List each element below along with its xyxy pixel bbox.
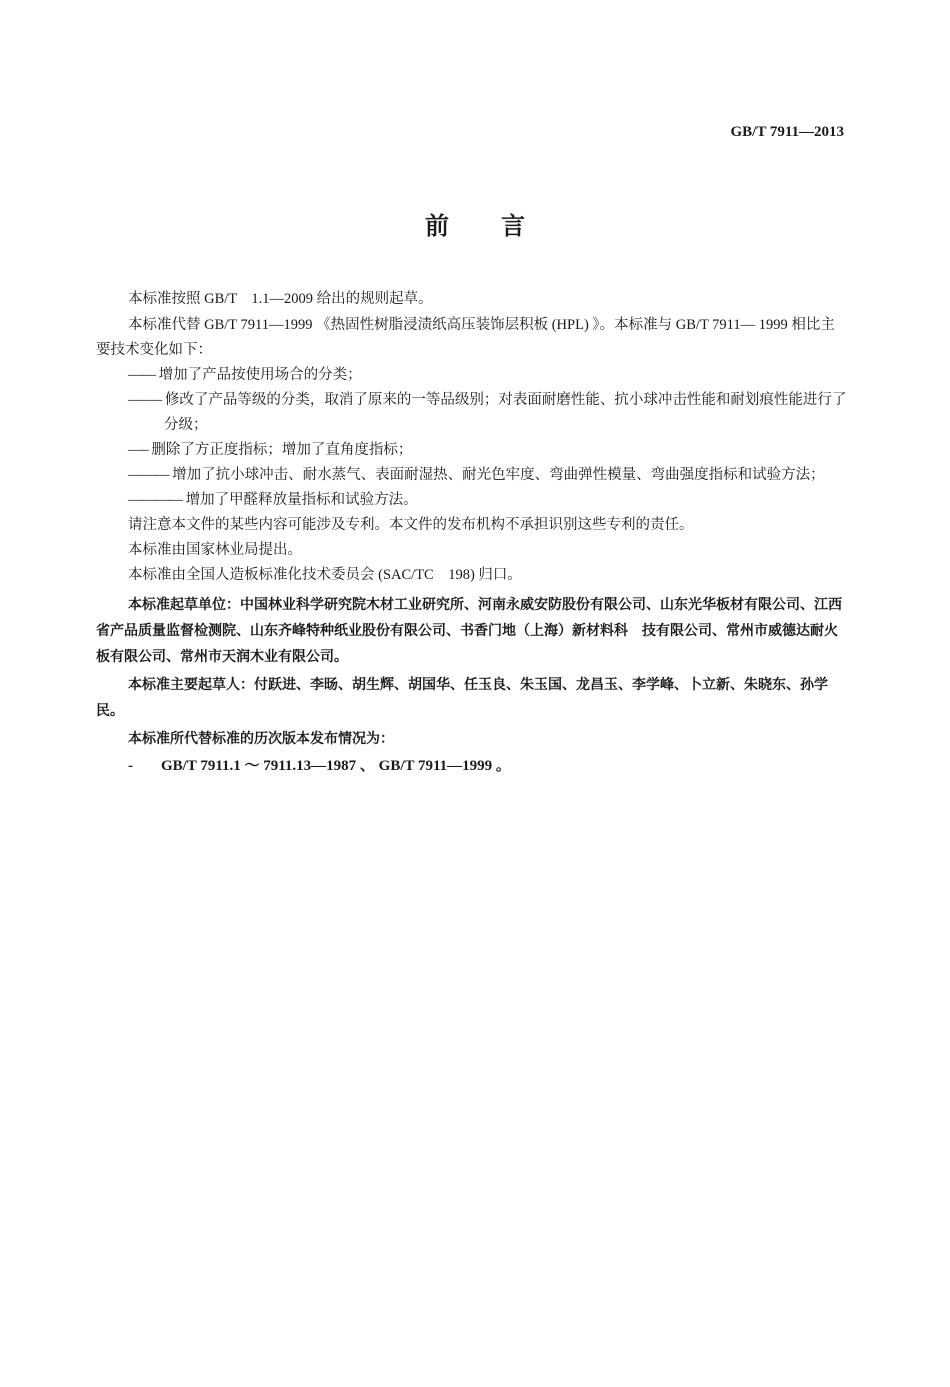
history-item-text: GB/T 7911.1 ～ 7911.13—1987 、 GB/T 7911—1999 。 xyxy=(161,758,511,774)
page-title: 前言 xyxy=(425,212,577,240)
list-item-text: 增加了抗小球冲击、耐水蒸气、表面耐湿热、耐光色牢度、弯曲弹性模量、弯曲强度指标和试验方法； xyxy=(168,467,825,483)
list-item xyxy=(96,363,848,388)
standard-code: GB/T 7911—2013 xyxy=(730,124,844,140)
committee-paragraph: 本标准由全国人造板标准化技术委员会 (SAC/TC 198) 归口。 xyxy=(128,567,522,583)
list-item-text: 删除了方正度指标；增加了直角度指标； xyxy=(147,442,413,458)
drafting-rule-paragraph: 本标准按照 GB/T 1.1—2009 给出的规则起草。 xyxy=(128,291,433,307)
drafting-units-paragraph: 本标准起草单位：中国林业科学研究院木材工业研究所、河南永威安防股份有限公司、山东光华板材有限公司、江西省产品质量监督检测院、山东齐峰特种纸业股份有限公司、书香门地（上海）新材料科 技有限公司、常州市威德达耐火板有限公司、常州市天润木业有限公司。 xyxy=(96,597,842,665)
list-item xyxy=(96,488,848,513)
list-dash: —– xyxy=(128,442,148,458)
change-list xyxy=(96,363,848,513)
list-item xyxy=(96,388,848,438)
list-item-text: 增加了产品按使用场合的分类； xyxy=(155,367,362,383)
list-dash: —— xyxy=(128,367,155,383)
patent-notice-paragraph: 请注意本文件的某些内容可能涉及专利。本文件的发布机构不承担识别这些专利的责任。 xyxy=(128,517,694,533)
list-item-text: 增加了甲醛释放量指标和试验方法。 xyxy=(182,492,418,508)
list-item xyxy=(96,438,848,463)
list-item xyxy=(96,463,848,488)
history-item xyxy=(96,754,848,779)
history-intro-paragraph: 本标准所代替标准的历次版本发布情况为： xyxy=(128,731,394,747)
list-dash: ———— xyxy=(128,492,182,508)
list-item-text: 修改了产品等级的分类，取消了原来的一等品级别；对表面耐磨性能、抗小球冲击性能和耐划痕性能进行了分级； xyxy=(161,392,847,433)
list-dash: ——— xyxy=(128,467,169,483)
foreword-body xyxy=(96,287,848,779)
proposer-paragraph: 本标准由国家林业局提出。 xyxy=(128,542,302,558)
replacement-paragraph: 本标准代替 GB/T 7911—1999 《热固性树脂浸渍纸高压装饰层积板 (HPL) 》。本标准与 GB/T 7911— 1999 相比主要技术变化如下： xyxy=(96,317,835,358)
list-dash: ——– xyxy=(128,392,162,408)
history-bullet: - xyxy=(128,758,133,774)
drafters-paragraph: 本标准主要起草人：付跃进、李旸、胡生辉、胡国华、任玉良、朱玉国、龙昌玉、李学峰、卜立新、朱晓东、孙学民。 xyxy=(96,677,828,719)
